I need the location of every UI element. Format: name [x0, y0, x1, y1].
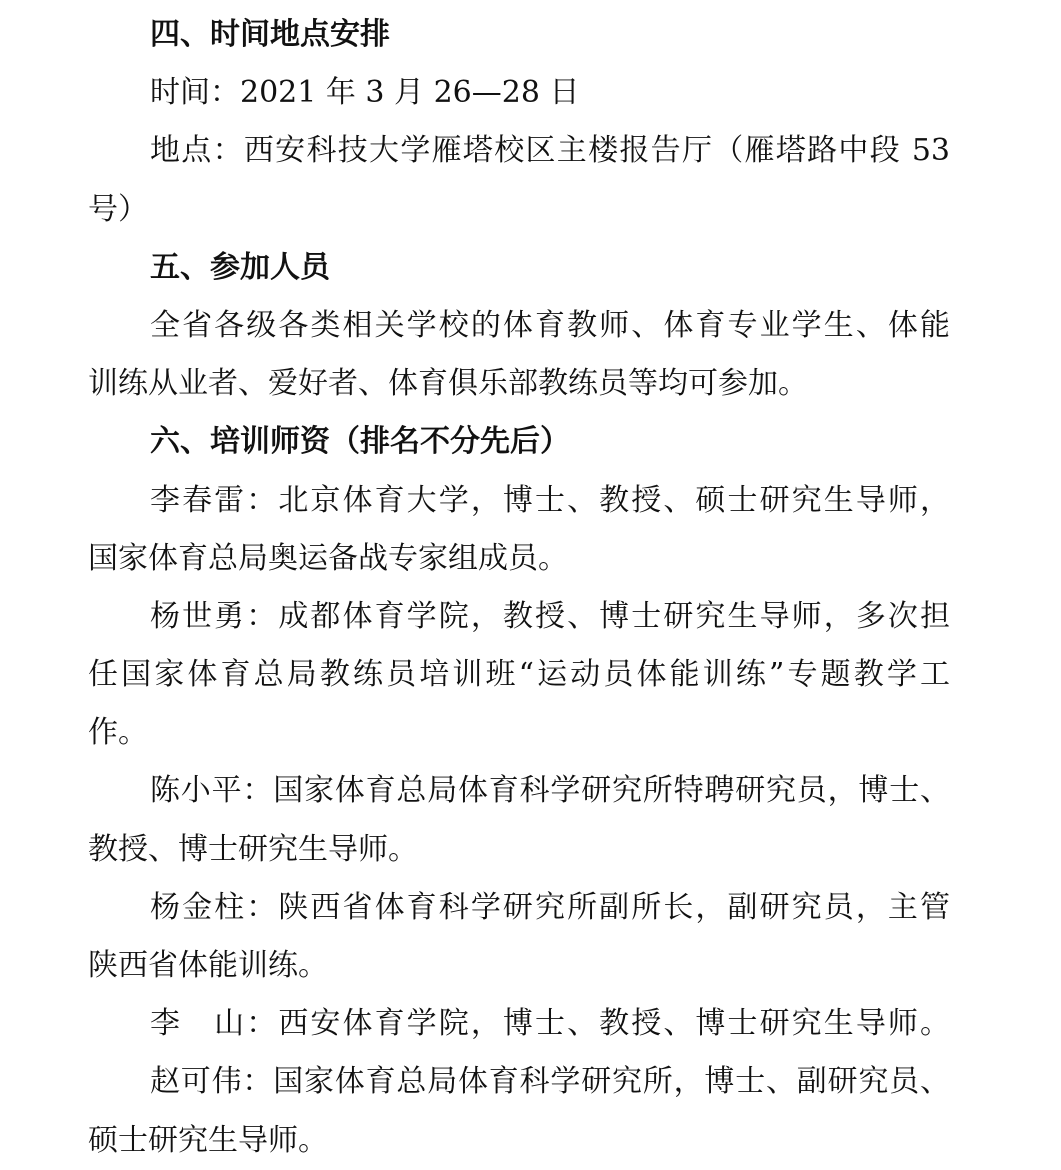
trainer-1-line-2: 国家体育总局奥运备战专家组成员。	[88, 540, 568, 576]
trainer-3-line-1: 陈小平：国家体育总局体育科学研究所特聘研究员，博士、	[150, 773, 950, 809]
section-heading-trainers: 六、培训师资（排名不分先后）	[150, 424, 570, 460]
document-page	[88, 6, 950, 1170]
trainer-6-line-1: 赵可伟：国家体育总局体育科学研究所，博士、副研究员、	[150, 1064, 950, 1100]
trainer-2-line-2: 任国家体育总局教练员培训班“运动员体能训练”专题教学工	[88, 657, 950, 693]
trainer-5-line-1: 李 山：西安体育学院，博士、教授、博士研究生导师。	[150, 1006, 950, 1042]
trainer-2-line-3: 作。	[88, 715, 148, 751]
section-heading-time-location: 四、时间地点安排	[150, 17, 390, 52]
location-line-1: 地点：西安科技大学雁塔校区主楼报告厅（雁塔路中段 53	[150, 133, 950, 169]
participants-line-1: 全省各级各类相关学校的体育教师、体育专业学生、体能	[150, 307, 950, 343]
section-heading-participants: 五、参加人员	[150, 249, 330, 285]
participants-line-2: 训练从业者、爱好者、体育俱乐部教练员等均可参加。	[88, 366, 808, 402]
trainer-4-line-2: 陕西省体能训练。	[88, 948, 328, 983]
trainer-2-line-1: 杨世勇：成都体育学院，教授、博士研究生导师，多次担	[150, 598, 950, 634]
trainer-4-line-1: 杨金柱：陕西省体育科学研究所副所长，副研究员，主管	[150, 889, 950, 925]
trainer-6-line-2: 硕士研究生导师。	[88, 1122, 328, 1158]
trainer-1-line-1: 李春雷：北京体育大学，博士、教授、硕士研究生导师，	[150, 482, 950, 518]
location-line-2: 号）	[88, 191, 148, 227]
trainer-3-line-2: 教授、博士研究生导师。	[88, 831, 418, 867]
time-line: 时间：2021 年 3 月 26—28 日	[150, 75, 580, 111]
